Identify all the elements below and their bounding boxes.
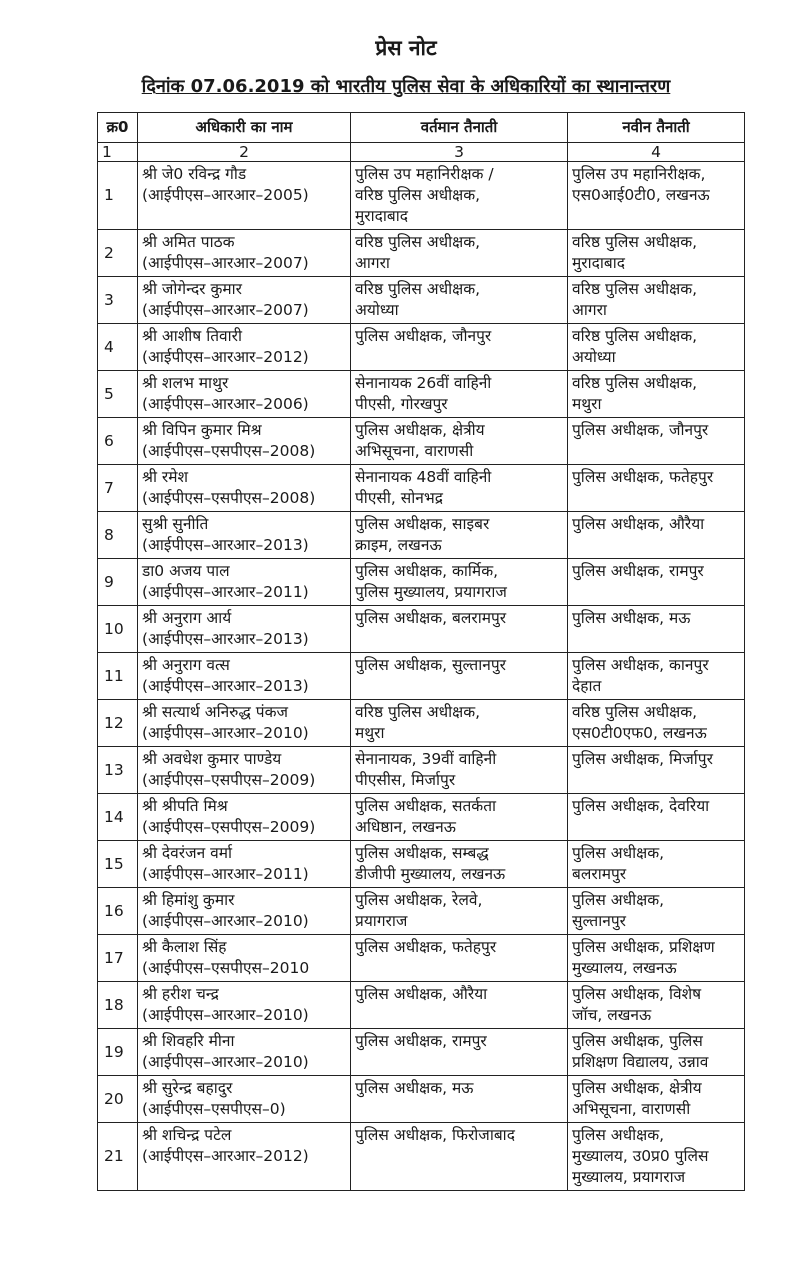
- new-posting-cell: पुलिस अधीक्षक, विशेष जॉच, लखनऊ: [568, 982, 745, 1029]
- officer-name-cell: डा0 अजय पाल (आईपीएस–आरआर–2011): [138, 559, 351, 606]
- table-row: [98, 162, 745, 230]
- new-posting-cell: पुलिस अधीक्षक, देवरिया: [568, 794, 745, 841]
- table-row: [98, 418, 745, 465]
- serial-number-cell: 6: [98, 418, 138, 465]
- new-posting-cell: पुलिस अधीक्षक, मऊ: [568, 606, 745, 653]
- serial-number-cell: 8: [98, 512, 138, 559]
- header-new-posting: नवीन तैनाती: [568, 113, 745, 143]
- current-posting-cell: पुलिस उप महानिरीक्षक / वरिष्ठ पुलिस अधीक्षक, मुरादाबाद: [351, 162, 568, 230]
- serial-number-cell: 1: [98, 162, 138, 230]
- table-row: [98, 559, 745, 606]
- current-posting-cell: पुलिस अधीक्षक, सतर्कता अधिष्ठान, लखनऊ: [351, 794, 568, 841]
- table-row: [98, 982, 745, 1029]
- serial-number-cell: 11: [98, 653, 138, 700]
- new-posting-cell: पुलिस अधीक्षक, जौनपुर: [568, 418, 745, 465]
- current-posting-cell: वरिष्ठ पुलिस अधीक्षक, अयोध्या: [351, 277, 568, 324]
- officer-name-cell: श्री हरीश चन्द्र (आईपीएस–आरआर–2010): [138, 982, 351, 1029]
- header-serial: क्र0: [98, 113, 138, 143]
- table-row: [98, 1029, 745, 1076]
- serial-number-cell: 21: [98, 1123, 138, 1191]
- new-posting-cell: पुलिस अधीक्षक, रामपुर: [568, 559, 745, 606]
- document-title: प्रेस नोट: [375, 36, 437, 60]
- serial-number-cell: 10: [98, 606, 138, 653]
- officer-name-cell: श्री शलभ माथुर (आईपीएस–आरआर–2006): [138, 371, 351, 418]
- new-posting-cell: पुलिस उप महानिरीक्षक, एस0आई0टी0, लखनऊ: [568, 162, 745, 230]
- table-row: [98, 888, 745, 935]
- serial-number-cell: 18: [98, 982, 138, 1029]
- table-row: [98, 465, 745, 512]
- table-row: [98, 277, 745, 324]
- header-current-posting: वर्तमान तैनाती: [351, 113, 568, 143]
- new-posting-cell: पुलिस अधीक्षक, प्रशिक्षण मुख्यालय, लखनऊ: [568, 935, 745, 982]
- officer-name-cell: श्री जोगेन्दर कुमार (आईपीएस–आरआर–2007): [138, 277, 351, 324]
- current-posting-cell: पुलिस अधीक्षक, जौनपुर: [351, 324, 568, 371]
- new-posting-cell: पुलिस अधीक्षक, क्षेत्रीय अभिसूचना, वाराणसी: [568, 1076, 745, 1123]
- new-posting-cell: वरिष्ठ पुलिस अधीक्षक, अयोध्या: [568, 324, 745, 371]
- officer-name-cell: श्री अनुराग वत्स (आईपीएस–आरआर–2013): [138, 653, 351, 700]
- officer-name-cell: श्री अनुराग आर्य (आईपीएस–आरआर–2013): [138, 606, 351, 653]
- current-posting-cell: पुलिस अधीक्षक, फतेहपुर: [351, 935, 568, 982]
- column-number: 2: [138, 143, 351, 162]
- serial-number-cell: 5: [98, 371, 138, 418]
- table-row: [98, 230, 745, 277]
- officer-name-cell: श्री सत्यार्थ अनिरुद्ध पंकज (आईपीएस–आरआर–2010): [138, 700, 351, 747]
- officer-name-cell: श्री सुरेन्द्र बहादुर (आईपीएस–एसपीएस–0): [138, 1076, 351, 1123]
- serial-number-cell: 2: [98, 230, 138, 277]
- new-posting-cell: पुलिस अधीक्षक, औरैया: [568, 512, 745, 559]
- officer-name-cell: श्री शिवहरि मीना (आईपीएस–आरआर–2010): [138, 1029, 351, 1076]
- current-posting-cell: पुलिस अधीक्षक, कार्मिक, पुलिस मुख्यालय, प्रयागराज: [351, 559, 568, 606]
- current-posting-cell: पुलिस अधीक्षक, औरैया: [351, 982, 568, 1029]
- column-number: 3: [351, 143, 568, 162]
- serial-number-cell: 12: [98, 700, 138, 747]
- officer-name-cell: श्री श्रीपति मिश्र (आईपीएस–एसपीएस–2009): [138, 794, 351, 841]
- transfer-table: [97, 112, 745, 1191]
- officer-name-cell: श्री अमित पाठक (आईपीएस–आरआर–2007): [138, 230, 351, 277]
- current-posting-cell: सेनानायक, 39वीं वाहिनी पीएसीस, मिर्जापुर: [351, 747, 568, 794]
- current-posting-cell: वरिष्ठ पुलिस अधीक्षक, मथुरा: [351, 700, 568, 747]
- current-posting-cell: पुलिस अधीक्षक, क्षेत्रीय अभिसूचना, वाराणसी: [351, 418, 568, 465]
- column-number: 1: [98, 143, 138, 162]
- new-posting-cell: पुलिस अधीक्षक, मिर्जापुर: [568, 747, 745, 794]
- table-row: [98, 794, 745, 841]
- new-posting-cell: पुलिस अधीक्षक, सुल्तानपुर: [568, 888, 745, 935]
- serial-number-cell: 4: [98, 324, 138, 371]
- current-posting-cell: पुलिस अधीक्षक, साइबर क्राइम, लखनऊ: [351, 512, 568, 559]
- officer-name-cell: श्री शचिन्द्र पटेल (आईपीएस–आरआर–2012): [138, 1123, 351, 1191]
- table-row: [98, 841, 745, 888]
- new-posting-cell: वरिष्ठ पुलिस अधीक्षक, मुरादाबाद: [568, 230, 745, 277]
- officer-name-cell: श्री देवरंजन वर्मा (आईपीएस–आरआर–2011): [138, 841, 351, 888]
- column-number-row: [98, 143, 745, 162]
- current-posting-cell: पुलिस अधीक्षक, सम्बद्ध डीजीपी मुख्यालय, लखनऊ: [351, 841, 568, 888]
- current-posting-cell: सेनानायक 48वीं वाहिनी पीएसी, सोनभद्र: [351, 465, 568, 512]
- document-subtitle: दिनांक 07.06.2019 को भारतीय पुलिस सेवा के अधिकारियों का स्थानान्तरण: [141, 76, 671, 97]
- current-posting-cell: पुलिस अधीक्षक, रेलवे, प्रयागराज: [351, 888, 568, 935]
- officer-name-cell: सुश्री सुनीति (आईपीएस–आरआर–2013): [138, 512, 351, 559]
- officer-name-cell: श्री रमेश (आईपीएस–एसपीएस–2008): [138, 465, 351, 512]
- column-number: 4: [568, 143, 745, 162]
- table-row: [98, 324, 745, 371]
- serial-number-cell: 14: [98, 794, 138, 841]
- header-officer-name: अधिकारी का नाम: [138, 113, 351, 143]
- serial-number-cell: 17: [98, 935, 138, 982]
- officer-name-cell: श्री हिमांशु कुमार (आईपीएस–आरआर–2010): [138, 888, 351, 935]
- serial-number-cell: 15: [98, 841, 138, 888]
- serial-number-cell: 20: [98, 1076, 138, 1123]
- table-row: [98, 935, 745, 982]
- officer-name-cell: श्री जे0 रविन्द्र गौड (आईपीएस–आरआर–2005): [138, 162, 351, 230]
- table-row: [98, 512, 745, 559]
- new-posting-cell: पुलिस अधीक्षक, बलरामपुर: [568, 841, 745, 888]
- officer-name-cell: श्री अवधेश कुमार पाण्डेय (आईपीएस–एसपीएस–2009): [138, 747, 351, 794]
- new-posting-cell: पुलिस अधीक्षक, कानपुर देहात: [568, 653, 745, 700]
- officer-name-cell: श्री विपिन कुमार मिश्र (आईपीएस–एसपीएस–2008): [138, 418, 351, 465]
- serial-number-cell: 13: [98, 747, 138, 794]
- current-posting-cell: पुलिस अधीक्षक, बलरामपुर: [351, 606, 568, 653]
- new-posting-cell: पुलिस अधीक्षक, पुलिस प्रशिक्षण विद्यालय, उन्नाव: [568, 1029, 745, 1076]
- new-posting-cell: पुलिस अधीक्षक, फतेहपुर: [568, 465, 745, 512]
- serial-number-cell: 9: [98, 559, 138, 606]
- officer-name-cell: श्री कैलाश सिंह (आईपीएस–एसपीएस–2010: [138, 935, 351, 982]
- table-header-row: [98, 113, 745, 143]
- new-posting-cell: वरिष्ठ पुलिस अधीक्षक, आगरा: [568, 277, 745, 324]
- current-posting-cell: पुलिस अधीक्षक, सुल्तानपुर: [351, 653, 568, 700]
- current-posting-cell: वरिष्ठ पुलिस अधीक्षक, आगरा: [351, 230, 568, 277]
- new-posting-cell: वरिष्ठ पुलिस अधीक्षक, एस0टी0एफ0, लखनऊ: [568, 700, 745, 747]
- table-row: [98, 653, 745, 700]
- new-posting-cell: पुलिस अधीक्षक, मुख्यालय, उ0प्र0 पुलिस मुख्यालय, प्रयागराज: [568, 1123, 745, 1191]
- new-posting-cell: वरिष्ठ पुलिस अधीक्षक, मथुरा: [568, 371, 745, 418]
- officer-name-cell: श्री आशीष तिवारी (आईपीएस–आरआर–2012): [138, 324, 351, 371]
- table-row: [98, 700, 745, 747]
- current-posting-cell: पुलिस अधीक्षक, फिरोजाबाद: [351, 1123, 568, 1191]
- serial-number-cell: 7: [98, 465, 138, 512]
- current-posting-cell: सेनानायक 26वीं वाहिनी पीएसी, गोरखपुर: [351, 371, 568, 418]
- table-row: [98, 1076, 745, 1123]
- serial-number-cell: 16: [98, 888, 138, 935]
- serial-number-cell: 19: [98, 1029, 138, 1076]
- table-row: [98, 747, 745, 794]
- table-row: [98, 371, 745, 418]
- current-posting-cell: पुलिस अधीक्षक, रामपुर: [351, 1029, 568, 1076]
- current-posting-cell: पुलिस अधीक्षक, मऊ: [351, 1076, 568, 1123]
- table-row: [98, 606, 745, 653]
- table-row: [98, 1123, 745, 1191]
- serial-number-cell: 3: [98, 277, 138, 324]
